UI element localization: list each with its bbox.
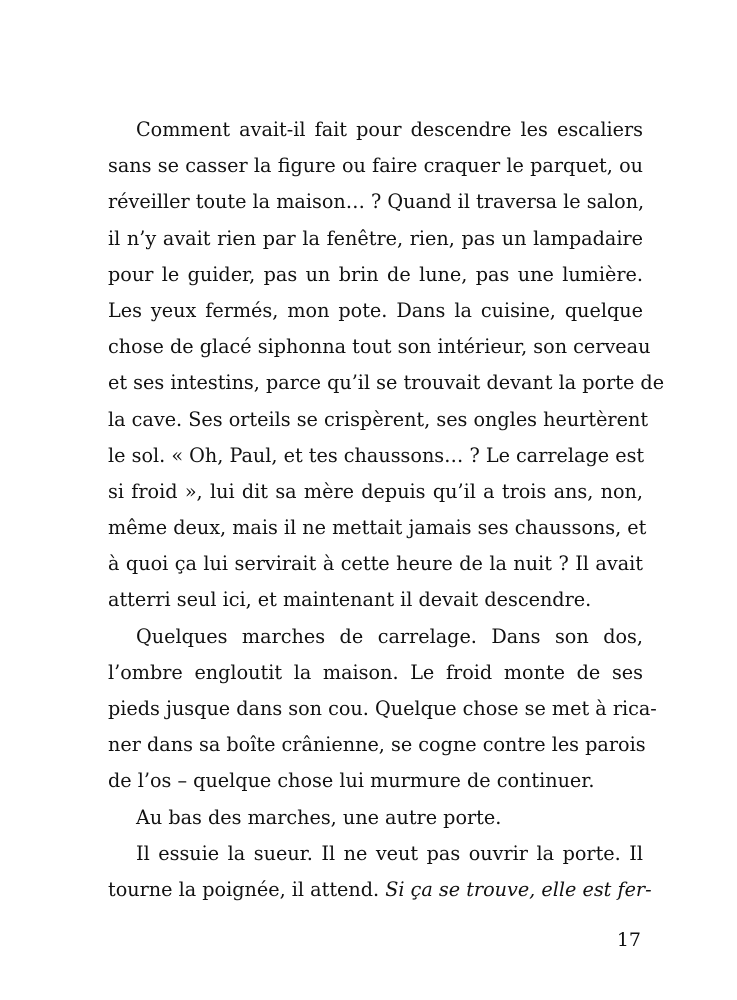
- text-line: et ses intestins, parce qu’il se trouvait devant la porte de: [108, 371, 665, 395]
- page-number: 17: [616, 929, 641, 951]
- text-line: il n’y avait rien par la fenêtre, rien, pas un lampadaire: [108, 226, 643, 250]
- text-line: Au bas des marches, une autre porte.: [136, 805, 502, 829]
- text-line: Quelques marches de carrelage. Dans son dos,: [136, 624, 643, 648]
- paragraph: [108, 836, 652, 908]
- text-line: la cave. Ses orteils se crispèrent, ses ongles heurtèrent: [108, 407, 649, 431]
- text-line: même deux, mais il ne mettait jamais ses chaussons, et: [108, 516, 647, 540]
- text-line: sans se casser la figure ou faire craquer le parquet, ou: [108, 154, 643, 178]
- text-line: si froid », lui dit sa mère depuis qu’il a trois ans, non,: [108, 479, 643, 503]
- text-line: Comment avait-il fait pour descendre les escaliers: [136, 118, 643, 141]
- paragraph: [108, 800, 643, 836]
- paragraph: [108, 112, 665, 619]
- text-line: le sol. « Oh, Paul, et tes chaussons… ? Le carrelage est: [108, 443, 645, 467]
- text-italic: Si ça se trouve, elle est fer-: [385, 877, 652, 901]
- text-line: de l’os – quelque chose lui murmure de continuer.: [108, 769, 595, 793]
- text-line: Les yeux fermés, mon pote. Dans la cuisine, quelque: [108, 298, 643, 322]
- book-page-text: [108, 112, 665, 908]
- text-line: Il essuie la sueur. Il ne veut pas ouvrir la porte. Il: [136, 841, 643, 865]
- text-line: à quoi ça lui servirait à cette heure de la nuit ? Il avait: [108, 552, 643, 576]
- text-roman: tourne la poignée, il attend.: [108, 877, 386, 901]
- text-line: atterri seul ici, et maintenant il devait descendre.: [108, 588, 592, 612]
- text-line: chose de glacé siphonna tout son intérieur, son cerveau: [108, 335, 651, 359]
- text-line: pour le guider, pas un brin de lune, pas une lumière.: [108, 262, 643, 286]
- text-line: réveiller toute la maison… ? Quand il traversa le salon,: [108, 190, 645, 214]
- text-line: ner dans sa boîte crânienne, se cogne contre les parois: [108, 733, 646, 757]
- text-line: pieds jusque dans son cou. Quelque chose se met à rica-: [108, 697, 657, 720]
- paragraph: [108, 619, 657, 800]
- text-line: [108, 872, 652, 908]
- text-line: l’ombre engloutit la maison. Le froid monte de ses: [108, 660, 643, 684]
